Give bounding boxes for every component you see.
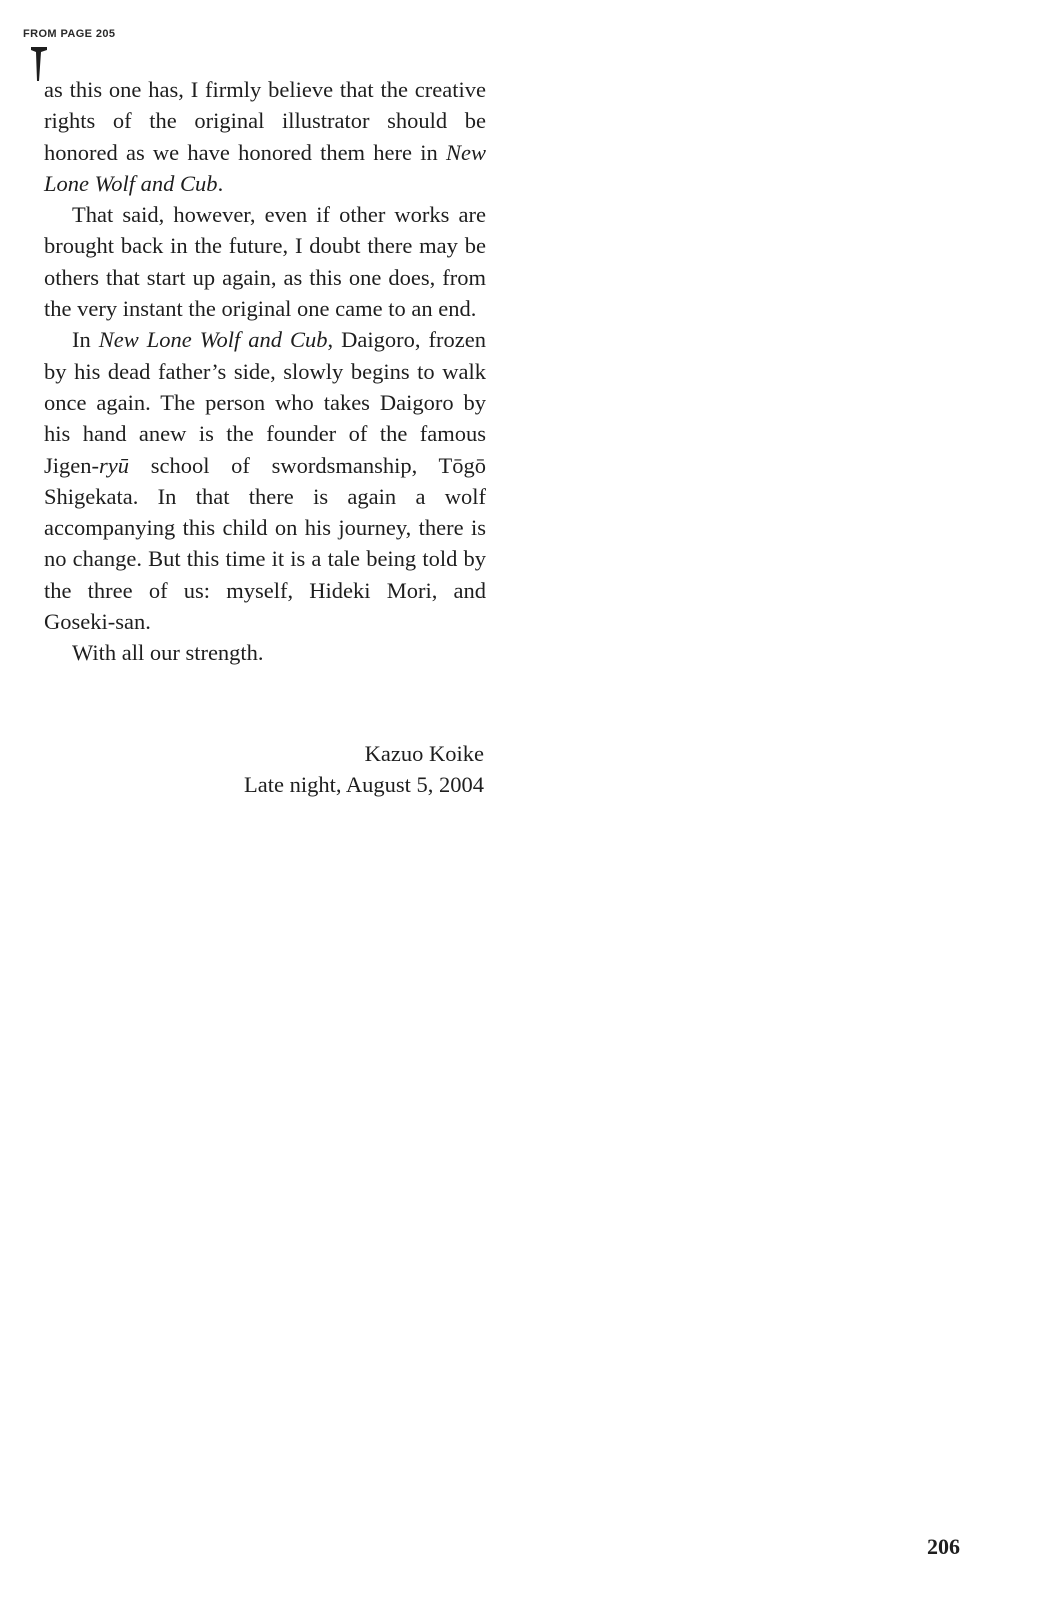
- paragraph-2-text: That said, however, even if other works are brought back in the future, I doubt there may be others that start up again, as this one does, from the very instant the original one came to an end.: [44, 202, 486, 322]
- paragraph-2: [44, 199, 486, 324]
- paragraph-4: [44, 637, 486, 668]
- paragraph-3-end: school of swordsmanship, Tōgō Shigekata. In that there is again a wolf accompanying this child on his journey, there is no change. But this time it is a tale being told by the three of us: myself, Hideki Mori, and Goseki-san.: [44, 452, 486, 635]
- article-body: [44, 74, 486, 669]
- signature-block: [44, 738, 484, 801]
- paragraph-1-end: .: [217, 170, 224, 196]
- paragraph-1-text: as this one has, I firmly believe that the creative rights of the original illustrator should be honored as we have honored them here in: [44, 77, 486, 165]
- paragraph-1: [44, 74, 486, 199]
- signature-date: Late night, August 5, 2004: [244, 772, 484, 798]
- paragraph-3-middle: , Daigoro, frozen by his dead father’s side, slowly begins to walk once again. The person who takes Daigoro by his hand anew is the founder of the famous Jigen-: [44, 327, 486, 478]
- author-name: Kazuo Koike: [364, 741, 484, 766]
- paragraph-4-text: With all our strength.: [72, 640, 264, 666]
- from-page-label: FROM PAGE 205: [23, 28, 116, 40]
- page-number: 206: [927, 1534, 960, 1559]
- book-title-italic: New Lone Wolf and Cub: [44, 139, 486, 196]
- book-title-italic: New Lone Wolf and Cub: [98, 327, 328, 353]
- paragraph-3: [44, 324, 486, 637]
- ryu-italic: ryū: [99, 452, 129, 478]
- paragraph-3-start: In: [72, 327, 99, 353]
